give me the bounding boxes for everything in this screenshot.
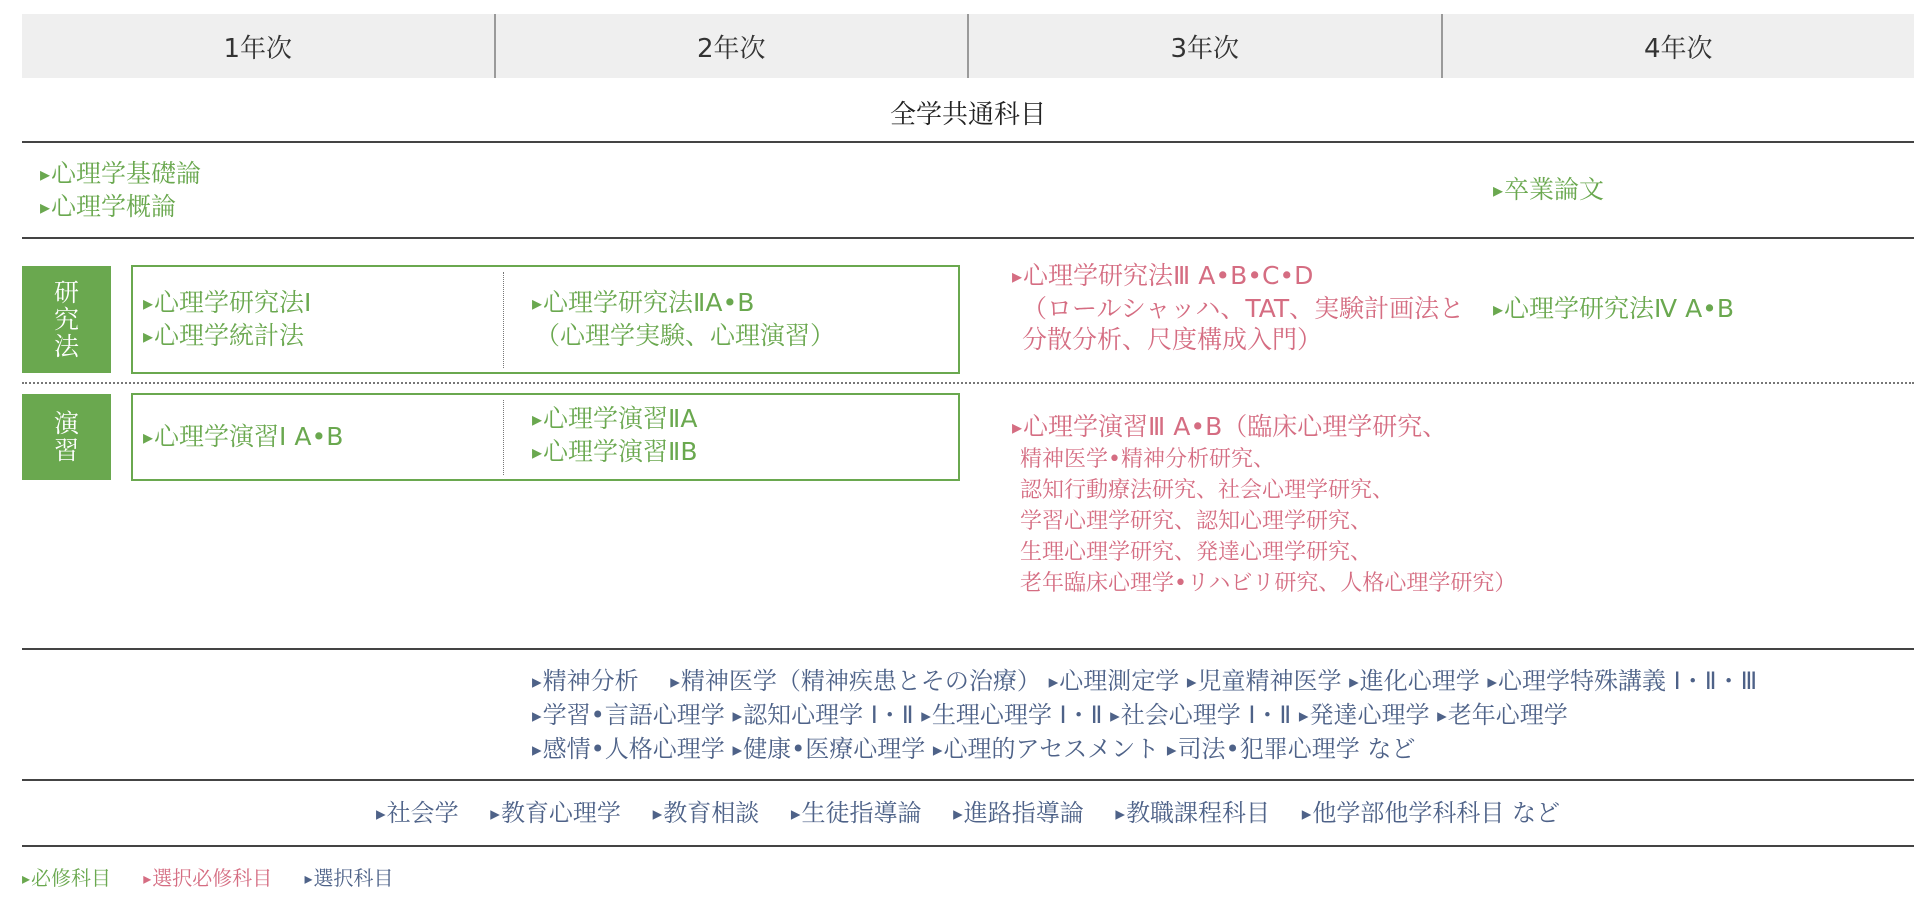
divider <box>22 845 1914 847</box>
divider <box>22 237 1914 239</box>
etc-text: など <box>1511 799 1560 827</box>
course-note: 認知行動療法研究、社会心理学研究、 <box>1020 478 1395 503</box>
research-year4-list <box>1493 293 1734 326</box>
course-item: ▸ 精神分析 <box>532 667 639 695</box>
course-item: ▸ 心理学演習Ⅰ A•B <box>143 421 343 454</box>
course-item: ▸ 心理学研究法Ⅳ A•B <box>1493 293 1734 326</box>
course-item: ▸ 心理学演習ⅡB <box>532 436 698 469</box>
elective-row-1 <box>532 665 1757 699</box>
year-header <box>22 14 1914 78</box>
elective-list <box>532 665 1757 767</box>
course-item: ▸ 老年心理学 <box>1437 701 1568 729</box>
course-note: 精神医学•精神分析研究、 <box>1020 447 1275 472</box>
year-1-header: 1年次 <box>223 33 293 64</box>
course-item: ▸ 生理心理学 Ⅰ・Ⅱ <box>921 701 1102 729</box>
research-year3-list <box>1012 260 1464 355</box>
seminar-year3-list <box>1012 411 1516 599</box>
course-item: ▸ 心理学研究法Ⅰ <box>143 287 311 320</box>
label-char: 演 <box>53 409 79 438</box>
course-item: ▸ 心理学研究法Ⅲ A•B•C•D <box>1012 260 1464 293</box>
course-item: ▸ 精神医学（精神疾患とその治療） <box>670 667 1041 695</box>
year-4-header: 4年次 <box>1441 14 1915 78</box>
research-year1-list <box>143 287 311 353</box>
seminar-year2-list <box>532 403 698 469</box>
other-subjects-list <box>22 797 1914 831</box>
seminar-label <box>22 394 111 480</box>
label-char: 法 <box>53 332 79 361</box>
course-item: ▸ 卒業論文 <box>1493 174 1604 207</box>
legend-elective: ▸ 選択科目 <box>304 866 393 890</box>
course-item: ▸ 教職課程科目 <box>1115 799 1270 827</box>
common-year1-list <box>40 158 201 224</box>
course-item: ▸ 進路指導論 <box>953 799 1084 827</box>
course-item: ▸ 進化心理学 <box>1349 667 1480 695</box>
course-item: ▸ 発達心理学 <box>1299 701 1430 729</box>
course-item: ▸ 認知心理学 Ⅰ・Ⅱ <box>732 701 913 729</box>
column-divider <box>503 272 504 368</box>
elective-row-2 <box>532 699 1757 733</box>
course-item: ▸ 児童精神医学 <box>1187 667 1342 695</box>
course-item: ▸ 教育相談 <box>653 799 760 827</box>
legend-required: ▸ 必修科目 <box>22 866 111 890</box>
course-note: 学習心理学研究、認知心理学研究、 <box>1020 509 1373 534</box>
research-year2-list <box>532 287 835 351</box>
course-item: ▸ 教育心理学 <box>490 799 621 827</box>
elective-row-3 <box>532 733 1757 767</box>
course-note: （心理学実験、心理演習） <box>535 321 836 350</box>
course-item: ▸ 他学部他学科科目 <box>1302 799 1505 827</box>
course-item: ▸ 心理学演習Ⅲ A•B（臨床心理学研究、 <box>1012 411 1516 444</box>
course-item: ▸ 心理学特殊講義 Ⅰ・Ⅱ・Ⅲ <box>1487 667 1757 695</box>
course-note: 分散分析、尺度構成入門） <box>1022 325 1323 354</box>
course-item: ▸ 社会学 <box>376 799 459 827</box>
course-item: ▸ 学習•言語心理学 <box>532 701 725 729</box>
course-item: ▸ 心理測定学 <box>1049 667 1180 695</box>
course-item: ▸ 感情•人格心理学 <box>532 735 725 763</box>
course-note: 老年臨床心理学•リハビリ研究、人格心理学研究） <box>1020 571 1517 596</box>
legend-elective-required: ▸ 選択必修科目 <box>143 866 272 890</box>
course-item: ▸ 司法•犯罪心理学 <box>1167 735 1360 763</box>
year-3-header: 3年次 <box>967 14 1441 78</box>
seminar-year1-list <box>143 421 343 454</box>
course-item: ▸ 心理学概論 <box>40 191 201 224</box>
label-char: 究 <box>53 305 79 334</box>
course-item: ▸ 心理学演習ⅡA <box>532 403 698 436</box>
legend <box>22 862 393 891</box>
column-divider <box>503 400 504 475</box>
course-item: ▸ 心理学基礎論 <box>40 158 201 191</box>
year-2-header: 2年次 <box>494 14 968 78</box>
course-item: ▸ 心理学統計法 <box>143 320 311 353</box>
divider <box>22 779 1914 781</box>
etc-text: など <box>1367 735 1416 763</box>
common-subjects-title: 全学共通科目 <box>889 100 1046 130</box>
label-char: 研 <box>53 278 79 307</box>
course-item: ▸ 健康•医療心理学 <box>732 735 925 763</box>
course-item: ▸ 社会心理学 Ⅰ・Ⅱ <box>1110 701 1291 729</box>
common-year4-list <box>1493 174 1604 207</box>
divider <box>22 648 1914 650</box>
course-note: （ロールシャッハ、TAT、実験計画法と <box>1022 294 1465 323</box>
research-methods-label <box>22 266 111 373</box>
course-item: ▸ 心理学研究法ⅡA•B <box>532 287 835 320</box>
course-note: 生理心理学研究、発達心理学研究、 <box>1020 540 1373 565</box>
course-item: ▸ 生徒指導論 <box>791 799 922 827</box>
label-char: 習 <box>53 436 79 465</box>
course-item: ▸ 心理的アセスメント <box>933 735 1159 763</box>
divider <box>22 141 1914 143</box>
dotted-divider <box>22 382 1914 384</box>
